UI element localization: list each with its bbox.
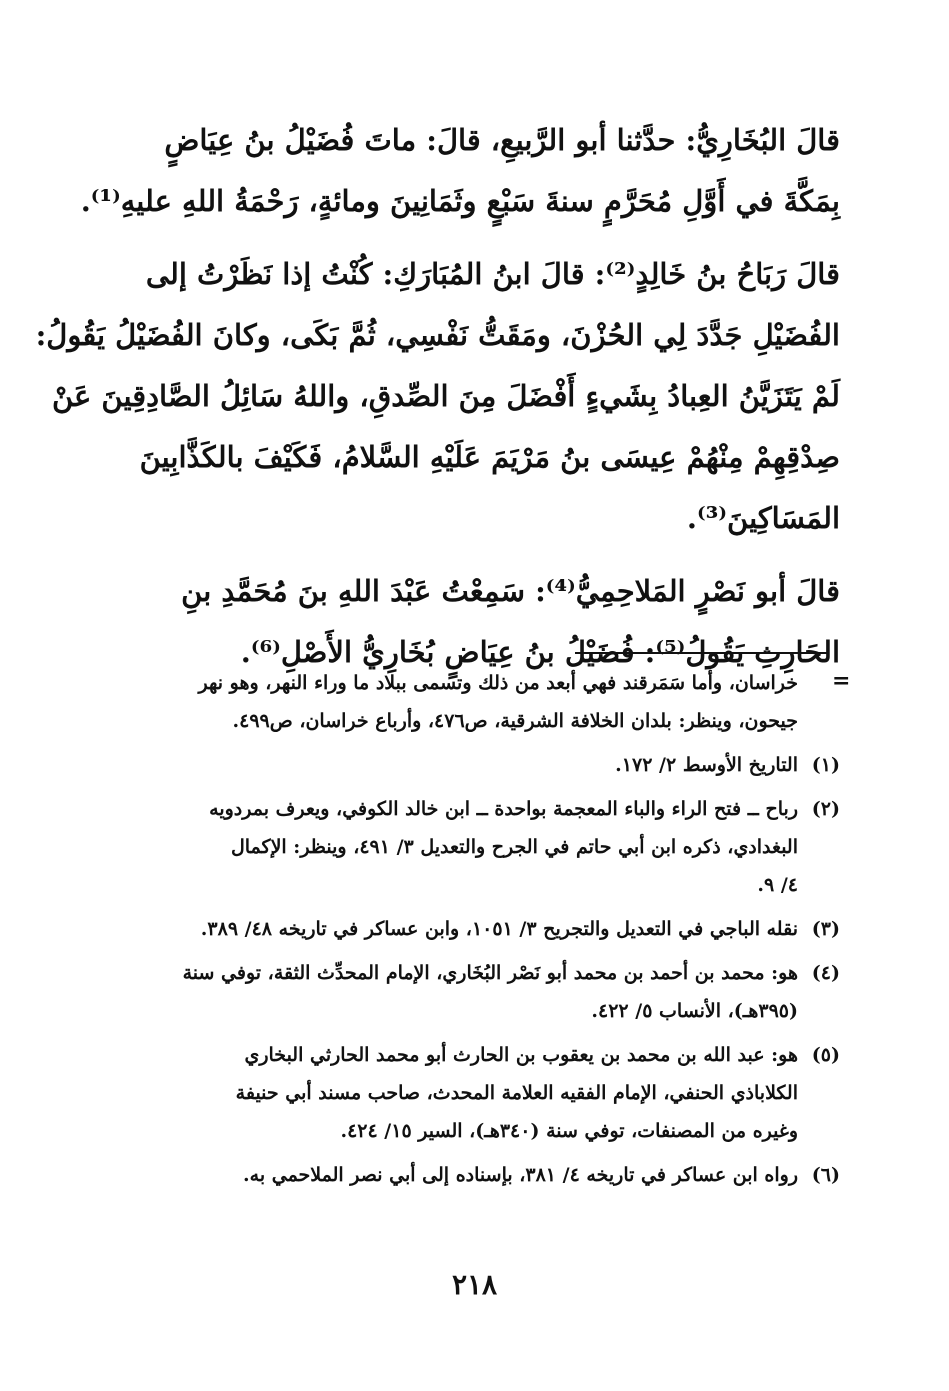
footnote-number: (٦) <box>811 1164 840 1186</box>
footnote-line: البغدادي، ذكره ابن أبي حاتم في الجرح والتعديل ٣/ ٤٩١، وينظر: الإكمال <box>230 836 798 858</box>
footnote <box>100 954 840 1030</box>
footnotes <box>100 664 840 1200</box>
footnote-line: ٤/ ٩. <box>757 874 798 896</box>
text-line: الفُضَيْلِ جَدَّدَ لِي الحُزْنَ، ومَقَتُّ نَفْسِي، ثُمَّ بَكَى، وكانَ الفُضَيْلُ يَقُولُ: <box>35 318 840 352</box>
footnote <box>100 1156 840 1194</box>
footnote-line: (٣٩٥هـ)، الأنساب ٥/ ٤٢٢. <box>591 1000 798 1022</box>
footnote-number: (٣) <box>811 918 840 940</box>
footnote-line: خراسان، وأما سَمَرقند فهي أبعد من ذلك وتسمى ببلاد ما وراء النهر، وهو نهر <box>198 672 798 694</box>
footnote-number: (٢) <box>811 798 840 820</box>
footnote-line: وغيره من المصنفات، توفي سنة (٣٤٠هـ)، السير ١٥/ ٤٢٤. <box>340 1120 798 1142</box>
footnote <box>100 910 840 948</box>
page-number: ٢١٨ <box>451 1268 498 1301</box>
main-text <box>35 110 840 695</box>
text-line: المَسَاكِينَ⁽³⁾. <box>686 501 840 535</box>
paragraph <box>80 110 840 232</box>
text-line: قالَ رَبَاحُ بنُ خَالِدٍ⁽²⁾: قالَ ابنُ المُبَارَكِ: كُنْتُ إذا نَظَرْتُ إلى <box>145 257 840 291</box>
footnote-line: جيحون، وينظر: بلدان الخلافة الشرقية، ص٤٧٦، وأرباع خراسان، ص٤٩٩. <box>232 710 798 732</box>
footnote <box>100 746 840 784</box>
text-line: قالَ البُخَارِيُّ: حدَّثنا أبو الرَّبيعِ، قالَ: ماتَ فُضَيْلُ بنُ عِيَاضٍ <box>164 123 840 157</box>
text-line: لَمْ يَتَزَيَّنُ العِبادُ بِشَيءٍ أَفْضَلَ مِنَ الصِّدقِ، واللهُ سَائِلُ الصَّادِقِينَ عَنْ <box>51 379 840 413</box>
footnote-number: (٤) <box>811 962 840 984</box>
continuation-mark: = <box>832 668 851 694</box>
text-line: قالَ أبو نَصْرٍ المَلاحِمِيُّ⁽⁴⁾: سَمِعْتُ عَبْدَ اللهِ بنَ مُحَمَّدِ بنِ <box>181 574 840 608</box>
footnote-line: نقله الباجي في التعديل والتجريح ٣/ ١٠٥١، وابن عساكر في تاريخه ٤٨/ ٣٨٩. <box>200 918 798 940</box>
text-line: الحَارِثِ يَقُولُ⁽⁵⁾: فُضَيْلُ بنُ عِيَاضٍ بُخَارِيُّ الأَصْلِ⁽⁶⁾. <box>240 635 840 669</box>
footnote <box>100 664 840 740</box>
footnote-line: التاريخ الأوسط ٢/ ١٧٢. <box>615 754 798 776</box>
footnote-line: الكلاباذي الحنفي، الإمام الفقيه العلامة المحدث، صاحب مسند أبي حنيفة <box>235 1082 798 1104</box>
footnote-line: رباح ــ فتح الراء والباء المعجمة بواحدة ــ ابن خالد الكوفي، ويعرف بمردويه <box>209 798 798 820</box>
footnote-number: (١) <box>811 754 840 776</box>
footnote-line: هو: محمد بن أحمد بن محمد أبو نَصْر البُخَاري، الإمام المحدِّث الثقة، توفي سنة <box>182 962 798 984</box>
text-line: صِدْقِهِمْ مِنْهُمْ عِيسَى بنُ مَرْيَمَ عَلَيْهِ السَّلامُ، فَكَيْفَ بالكَذَّابِينَ <box>139 440 840 474</box>
footnote <box>100 790 840 904</box>
paragraph <box>35 244 840 549</box>
footnote <box>100 1036 840 1150</box>
text-line: بِمَكَّةَ في أَوَّلِ مُحَرَّمٍ سنةَ سَبْعٍ وثَمَانِينَ ومائةٍ، رَحْمَةُ اللهِ عليهِ⁽¹⁾. <box>80 184 840 218</box>
footnote-separator <box>575 652 827 654</box>
footnote-line: هو: عبد الله بن محمد بن يعقوب بن الحارث أبو محمد الحارثي البخاري <box>244 1044 798 1066</box>
footnote-line: رواه ابن عساكر في تاريخه ٤/ ٣٨١، بإسناده إلى أبي نصر الملاحمي به. <box>243 1164 798 1186</box>
footnote-number: (٥) <box>811 1044 840 1066</box>
